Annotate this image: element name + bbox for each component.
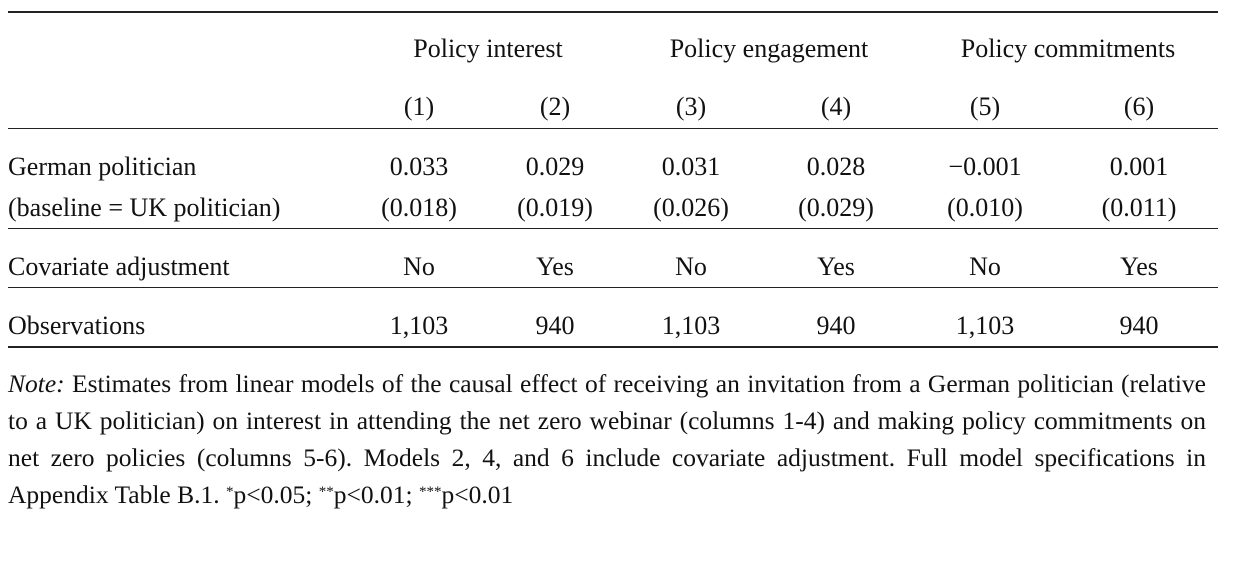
sig-text-2: p<0.01; <box>333 480 419 509</box>
table-bottom-rule <box>8 346 1218 348</box>
observations-col-1: 1,103 <box>389 311 449 340</box>
header-rule <box>8 128 1218 129</box>
estimate-col-5: −0.001 <box>948 152 1022 181</box>
column-number-3: (3) <box>675 92 707 121</box>
row-label-observations: Observations <box>8 311 146 340</box>
group-header-policy-commitments: Policy commitments <box>960 34 1176 63</box>
estimate-col-1: 0.033 <box>389 152 449 181</box>
observations-col-3: 1,103 <box>661 311 721 340</box>
table-top-rule <box>8 11 1218 13</box>
std-error-col-3: (0.026) <box>653 193 729 222</box>
column-number-4: (4) <box>820 92 852 121</box>
covariate-col-6: Yes <box>1120 252 1158 281</box>
sig-text-3: p<0.01 <box>441 480 514 509</box>
estimate-col-4: 0.028 <box>806 152 866 181</box>
row-label-german-politician: German politician <box>8 152 197 181</box>
std-error-col-4: (0.029) <box>798 193 874 222</box>
sig-mark-1: * <box>226 484 234 500</box>
covariate-col-4: Yes <box>817 252 855 281</box>
row-sublabel-baseline: (baseline = UK politician) <box>8 193 281 222</box>
column-number-6: (6) <box>1123 92 1155 121</box>
std-error-col-6: (0.011) <box>1101 193 1177 222</box>
std-error-col-2: (0.019) <box>517 193 593 222</box>
group-header-policy-interest: Policy interest <box>413 34 563 63</box>
observations-col-5: 1,103 <box>955 311 1015 340</box>
row-label-covariate-adjustment: Covariate adjustment <box>8 252 230 281</box>
note-body: Estimates from linear models of the causal effect of receiving an invitation from a German politician (relative to a UK politician) on interest in attending the net zero webinar (columns 1-4) and making policy commitments on net zero policies (columns 5-6). Models 2, 4, and 6 include covariate adjustment. Full model specifications in Appendix Table B.1. <box>8 369 1206 509</box>
sig-text-1: p<0.05; <box>233 480 319 509</box>
group-header-policy-engagement: Policy engagement <box>669 34 869 63</box>
covariate-col-2: Yes <box>536 252 574 281</box>
covariate-col-5: No <box>969 252 1001 281</box>
column-number-1: (1) <box>403 92 435 121</box>
estimate-col-2: 0.029 <box>525 152 585 181</box>
observations-col-6: 940 <box>1119 311 1159 340</box>
covariate-rule <box>8 287 1218 288</box>
column-number-5: (5) <box>969 92 1001 121</box>
estimates-rule <box>8 228 1218 229</box>
covariate-col-3: No <box>675 252 707 281</box>
table-note <box>8 365 1206 513</box>
std-error-col-1: (0.018) <box>381 193 457 222</box>
observations-col-4: 940 <box>816 311 856 340</box>
observations-col-2: 940 <box>535 311 575 340</box>
note-lead: Note: <box>8 369 65 398</box>
covariate-col-1: No <box>403 252 435 281</box>
estimate-col-6: 0.001 <box>1109 152 1169 181</box>
sig-mark-3: *** <box>418 484 442 500</box>
std-error-col-5: (0.010) <box>947 193 1023 222</box>
estimate-col-3: 0.031 <box>661 152 721 181</box>
sig-mark-2: ** <box>318 484 334 500</box>
column-number-2: (2) <box>539 92 571 121</box>
